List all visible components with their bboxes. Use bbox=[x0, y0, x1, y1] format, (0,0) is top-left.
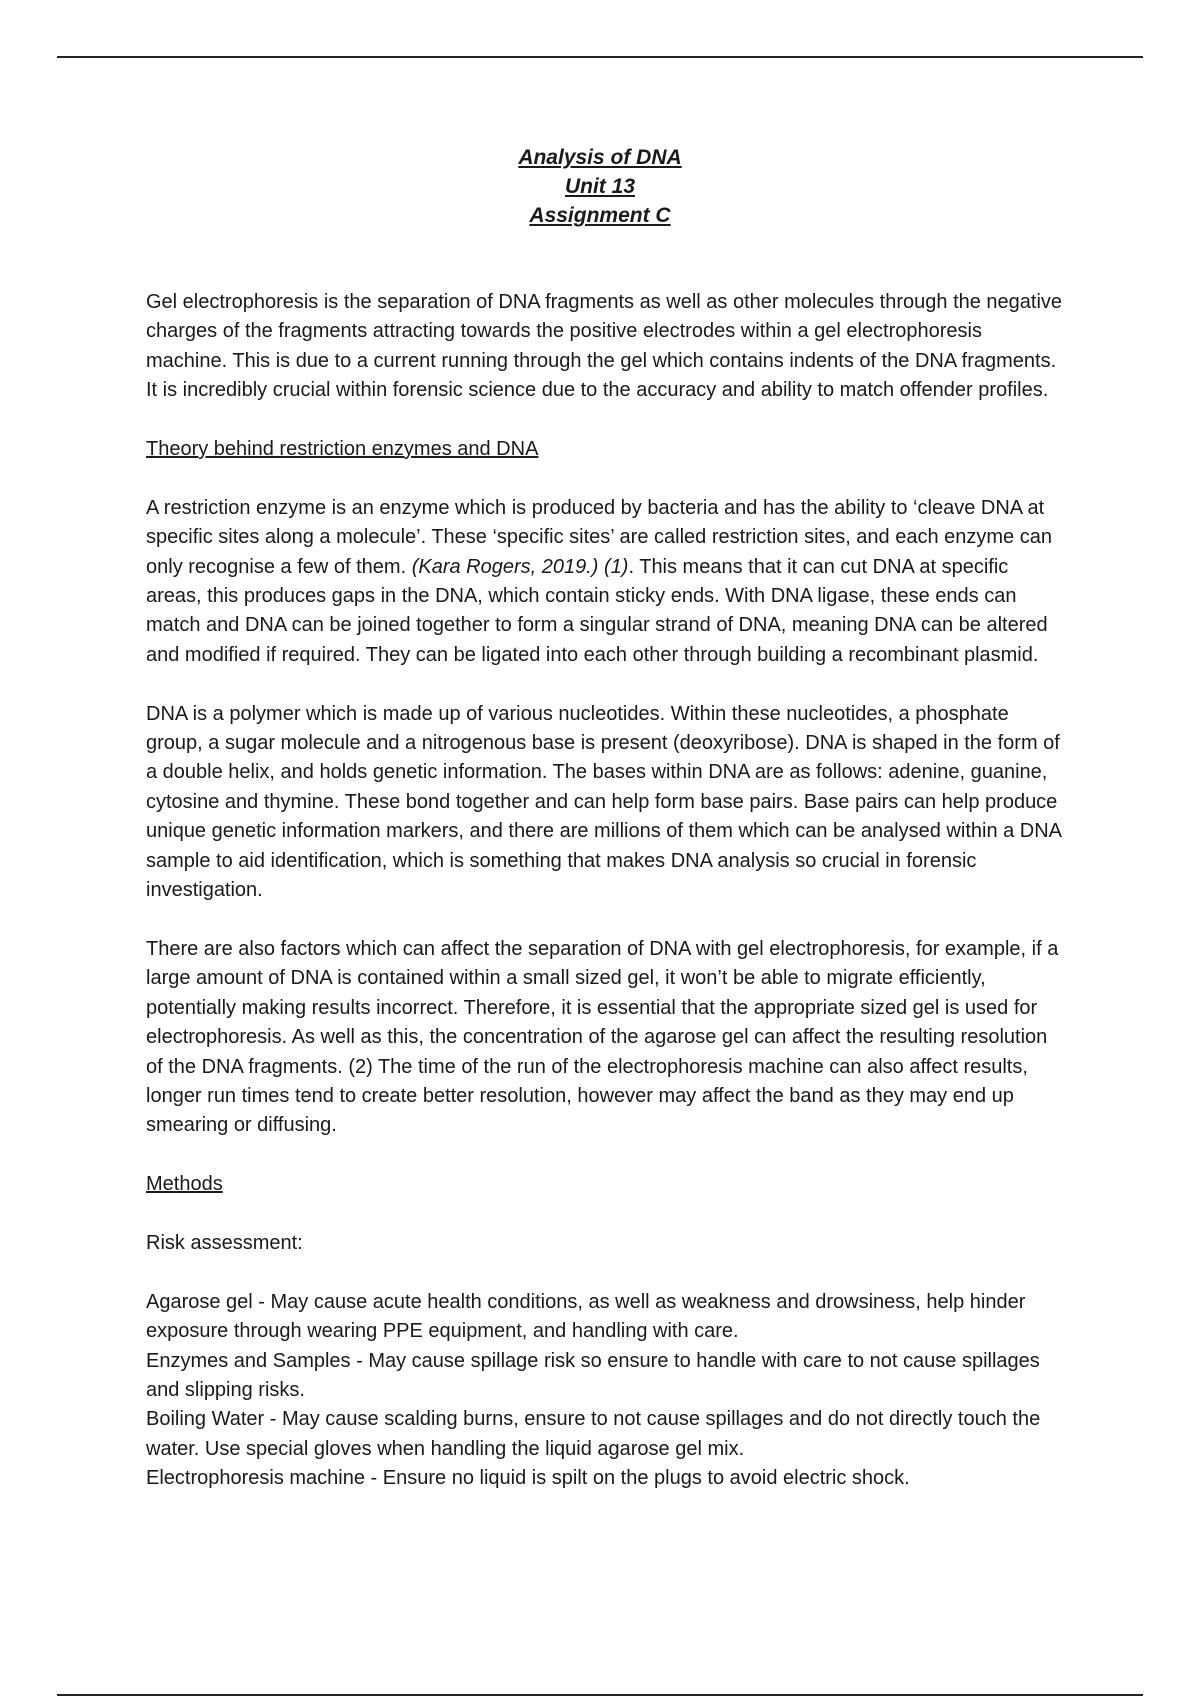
factors-paragraph: There are also factors which can affect the separation of DNA with gel electrophoresis, for example, if a large amount of DNA is contained within a small sized gel, it won’t be able to migrate efficiently, potentially making results incorrect. Therefore, it is essential that the appropriate sized gel is used for electrophoresis. As well as this, the concentration of the agarose gel can affect the resulting resolution of the DNA fragments. (2) The time of the run of the electrophoresis machine can also affect results, longer run times tend to create better resolution, however may affect the band as they may end up smearing or diffusing. bbox=[146, 937, 1059, 1137]
restriction-text-1: A restriction enzyme is an enzyme which is produced by bacteria and has the ability to ‘cleave DNA at specific sites along a molecule’. These ‘specific sites’ are called restriction sites, and each enzyme can only recognise a few of them. bbox=[146, 496, 1052, 578]
risk-item: Enzymes and Samples - May cause spillage risk so ensure to handle with care to not cause spillages and slipping risks. bbox=[146, 1349, 1040, 1401]
theory-heading: Theory behind restriction enzymes and DNA bbox=[146, 438, 539, 461]
top-rule bbox=[57, 56, 1143, 58]
citation: (Kara Rogers, 2019.) (1) bbox=[411, 555, 629, 578]
document-title bbox=[0, 143, 1200, 230]
methods-heading: Methods bbox=[146, 1173, 223, 1196]
dna-paragraph: DNA is a polymer which is made up of various nucleotides. Within these nucleotides, a phosphate group, a sugar molecule and a nitrogenous base is present (deoxyribose). DNA is shaped in the form of a double helix, and holds genetic information. The bases within DNA are as follows: adenine, guanine, cytosine and thymine. These bond together and can help form base pairs. Base pairs can help produce unique genetic information markers, and there are millions of them which can be analysed within a DNA sample to aid identification, which is something that makes DNA analysis so crucial in forensic investigation. bbox=[146, 702, 1061, 902]
restriction-paragraph bbox=[146, 494, 1066, 670]
risk-assessment-label: Risk assessment: bbox=[146, 1231, 303, 1254]
risk-item: Agarose gel - May cause acute health conditions, as well as weakness and drowsiness, help hinder exposure through wearing PPE equipment, and handling with care. bbox=[146, 1290, 1026, 1343]
restriction-text-2: . This means that it can cut DNA at specific areas, this produces gaps in the DNA, which contain sticky ends. With DNA ligase, these ends can match and DNA can be joined together to form a singular strand of DNA, meaning DNA can be altered and modified if required. They can be ligated into each other through building a recombinant plasmid. bbox=[146, 555, 1048, 666]
title-line-3: Assignment C bbox=[529, 204, 671, 227]
risk-item: Boiling Water - May cause scalding burns, ensure to not cause spillages and do not directly touch the water. Use special gloves when handling the liquid agarose gel mix. bbox=[146, 1408, 1041, 1460]
document-body bbox=[146, 288, 1066, 1494]
title-line-1: Analysis of DNA bbox=[518, 146, 682, 169]
title-line-2: Unit 13 bbox=[564, 175, 635, 198]
intro-paragraph: Gel electrophoresis is the separation of DNA fragments as well as other molecules through the negative charges of the fragments attracting towards the positive electrodes within a gel electrophoresis machine. This is due to a current running through the gel which contains indents of the DNA fragments. It is incredibly crucial within forensic science due to the accuracy and ability to match offender profiles. bbox=[146, 291, 1063, 402]
bottom-rule bbox=[57, 1694, 1143, 1696]
risk-item: Electrophoresis machine - Ensure no liquid is spilt on the plugs to avoid electric shock. bbox=[146, 1467, 910, 1490]
